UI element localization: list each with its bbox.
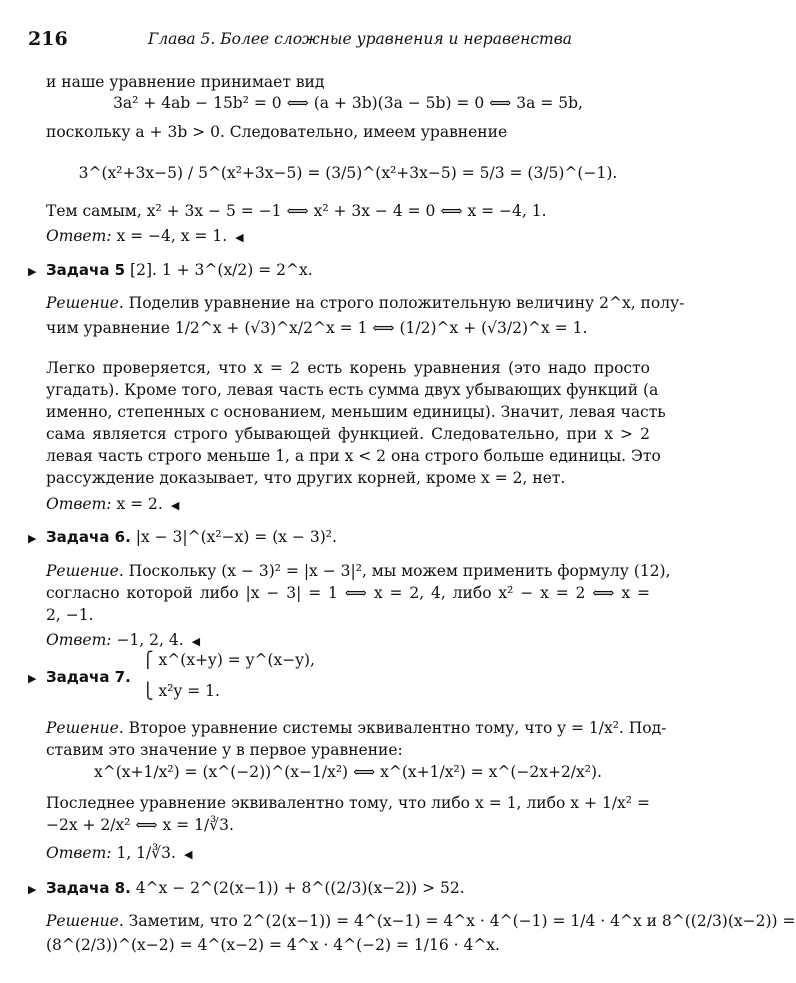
line-text: именно, степенных с основанием, меньшим единицы). Значит, левая часть [46, 403, 666, 421]
line-text: Поделив уравнение на строго положительную величину 2^x, полу- [123, 294, 685, 312]
line-text: 3^(x²+3x−5) / 5^(x²+3x−5) = (3/5)^(x²+3x−5) = 5/3 = (3/5)^(−1). [78, 164, 618, 182]
line-text: |x − 3|^(x²−x) = (x − 3)². [130, 528, 337, 546]
text-line [46, 494, 650, 516]
line-text: чим уравнение 1/2^x + (√3)^x/2^x = 1 ⟺ (1/2)^x + (√3/2)^x = 1. [46, 319, 588, 337]
text-line [46, 122, 650, 142]
task-label: Задача 5 [46, 261, 126, 279]
triangle-left-icon: ◀ [235, 231, 244, 244]
section-label: Решение. [46, 912, 124, 930]
triangle-right-icon: ▶ [28, 265, 37, 278]
line-text: Тем самым, x² + 3x − 5 = −1 ⟺ x² + 3x − 4 = 0 ⟺ x = −4, 1. [46, 202, 547, 220]
text-line [46, 358, 650, 378]
triangle-right-icon: ▶ [28, 532, 37, 545]
text-line [46, 402, 666, 422]
section-label: Решение. [46, 719, 124, 737]
text-line [46, 762, 650, 782]
section-label: Ответ: [46, 844, 112, 862]
line-text: x = 2. [111, 495, 163, 513]
chapter-title: Глава 5. Более сложные уравнения и неравенства [148, 30, 573, 48]
section-label: Ответ: [46, 631, 112, 649]
text-line [28, 878, 650, 900]
line-text: 1, 1/∛3. [111, 844, 176, 862]
text-line [46, 72, 650, 92]
text-line [46, 911, 796, 931]
triangle-left-icon: ◀ [170, 499, 180, 512]
line-text: Легко проверяется, что x = 2 есть корень уравнения (это надо просто [46, 359, 650, 377]
line-text: ⎩ x²y = 1. [142, 682, 220, 700]
text-line [46, 446, 661, 466]
triangle-left-icon: ◀ [183, 848, 193, 861]
text-line [46, 226, 650, 248]
text-line [46, 468, 650, 488]
line-text: Последнее уравнение эквивалентно тому, что либо x = 1, либо x + 1/x² = [46, 794, 650, 812]
text-line [46, 843, 650, 865]
text-line [46, 293, 685, 313]
line-text: сама является строго убывающей функцией. Следовательно, при x > 2 [46, 425, 650, 443]
section-label: Ответ: [46, 227, 112, 245]
task-label: Задача 7. [46, 668, 131, 686]
text-line [46, 815, 650, 835]
page-number: 216 [28, 28, 68, 50]
line-text: −1, 2, 4. [111, 631, 184, 649]
line-text: поскольку a + 3b > 0. Следовательно, имеем уравнение [46, 123, 508, 141]
text-line [28, 260, 650, 282]
text-line [46, 935, 650, 955]
text-line [46, 630, 650, 652]
text-line [46, 740, 650, 760]
text-line [46, 201, 650, 221]
section-label: Ответ: [46, 495, 112, 513]
text-line [46, 583, 650, 603]
line-text: и наше уравнение принимает вид [46, 73, 325, 91]
task-label: Задача 6. [46, 528, 131, 546]
text-line [46, 93, 650, 113]
line-text: x^(x+1/x²) = (x^(−2))^(x−1/x²) ⟺ x^(x+1/x²) = x^(−2x+2/x²). [94, 763, 602, 781]
line-text: 3a² + 4ab − 15b² = 0 ⟺ (a + 3b)(3a − 5b) = 0 ⟺ 3a = 5b, [113, 94, 583, 112]
line-text: ⎧ x^(x+y) = y^(x−y), [142, 651, 315, 669]
text-line [46, 424, 650, 444]
line-text: 4^x − 2^(2(x−1)) + 8^((2/3)(x−2)) > 52. [130, 879, 465, 897]
line-text: −2x + 2/x² ⟺ x = 1/∛3. [46, 816, 234, 834]
text-line [46, 681, 746, 701]
text-line [46, 605, 650, 625]
line-text: рассуждение доказывает, что других корней, кроме x = 2, нет. [46, 469, 566, 487]
line-text: 2, −1. [46, 606, 94, 624]
line-text: Второе уравнение системы эквивалентно тому, что y = 1/x². Под- [123, 719, 667, 737]
triangle-right-icon: ▶ [28, 672, 37, 685]
line-text: [2]. 1 + 3^(x/2) = 2^x. [125, 261, 313, 279]
text-line [46, 380, 659, 400]
line-text: угадать). Кроме того, левая часть есть сумма двух убывающих функций (а [46, 381, 659, 399]
triangle-right-icon: ▶ [28, 883, 37, 896]
section-label: Решение. [46, 562, 124, 580]
line-text: Заметим, что 2^(2(x−1)) = 4^(x−1) = 4^x · 4^(−1) = 1/4 · 4^x и 8^((2/3)(x−2)) = [123, 912, 796, 930]
line-text: ставим это значение y в первое уравнение: [46, 741, 403, 759]
text-line [46, 318, 650, 338]
line-text: x = −4, x = 1. [111, 227, 228, 245]
text-line [46, 561, 671, 581]
text-line [28, 527, 650, 549]
triangle-left-icon: ◀ [191, 635, 201, 648]
section-label: Решение. [46, 294, 124, 312]
task-label: Задача 8. [46, 879, 131, 897]
line-text: согласно которой либо |x − 3| = 1 ⟺ x = 2, 4, либо x² − x = 2 ⟺ x = [46, 584, 650, 602]
text-line [46, 718, 667, 738]
text-line [46, 163, 650, 183]
text-line [46, 793, 650, 813]
line-text: левая часть строго меньше 1, а при x < 2 она строго больше единицы. Это [46, 447, 661, 465]
line-text: (8^(2/3))^(x−2) = 4^(x−2) = 4^x · 4^(−2) = 1/16 · 4^x. [46, 936, 500, 954]
line-text: Поскольку (x − 3)² = |x − 3|², мы можем применить формулу (12), [123, 562, 671, 580]
